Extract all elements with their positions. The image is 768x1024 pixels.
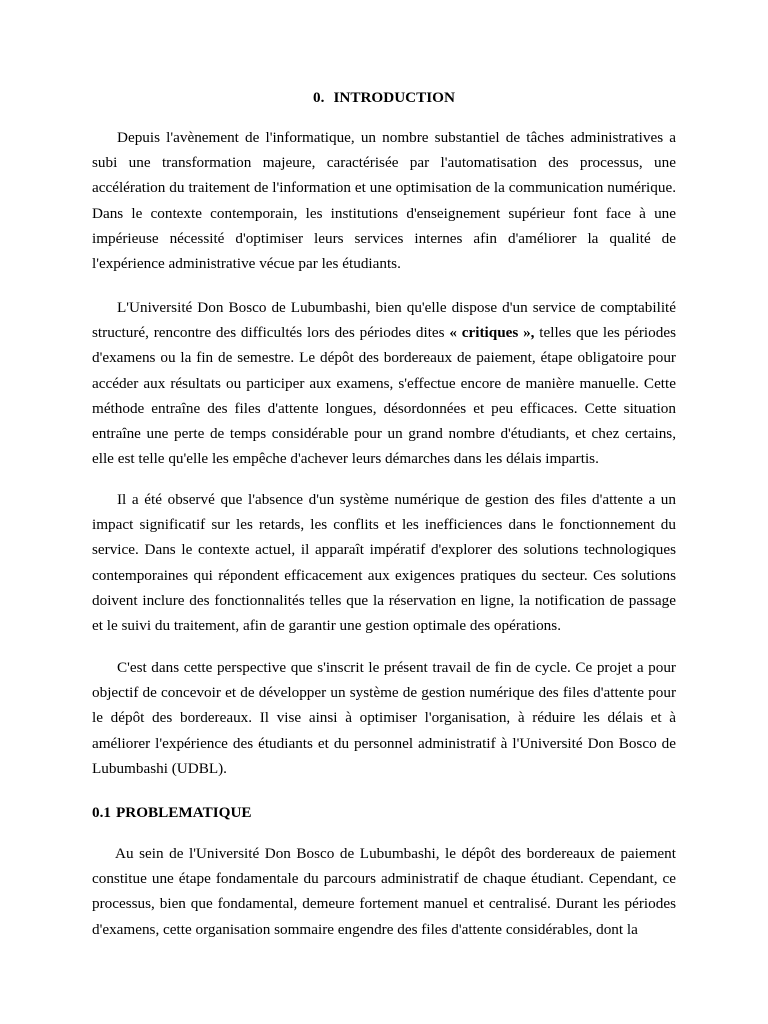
- problematique-number: 0.1: [92, 804, 111, 821]
- paragraph-2-text-before: L'Université Don Bosco de Lubumbashi, bien qu'elle dispose d'un service de comptabilité structuré, rencontre des difficultés lors des périodes dites: [92, 299, 676, 342]
- introduction-paragraph-3: Il a été observé que l'absence d'un système numérique de gestion des files d'attente a un impact significatif sur les retards, les conflits et les inefficiences dans le fonctionnement du service. Dans le contexte actuel, il apparaît impératif d'explorer des solutions technologiques contemporaines qui répondent efficacement aux exigences pratiques du secteur. Ces solutions doivent inclure des fonctionnalités telles que la réservation en ligne, la notification de passage et le suivi du traitement, afin de garantir une gestion optimale des opérations.: [92, 491, 676, 635]
- problematique-heading: [92, 800, 252, 825]
- problematique-paragraph-1: Au sein de l'Université Don Bosco de Lubumbashi, le dépôt des bordereaux de paiement constitue une étape fondamentale du parcours administratif de chaque étudiant. Cependant, ce processus, bien que fondamental, demeure fortement manuel et centralisé. Durant les périodes d'examens, cette organisation sommaire engendre des files d'attente considérables, dont la: [92, 845, 676, 938]
- problematique-title: PROBLEMATIQUE: [115, 804, 252, 821]
- introduction-number: 0.: [313, 89, 325, 106]
- introduction-paragraph-4: C'est dans cette perspective que s'inscrit le présent travail de fin de cycle. Ce projet a pour objectif de concevoir et de développer un système de gestion numérique des files d'attente pour le dépôt des bordereaux. Il vise ainsi à optimiser l'organisation, à réduire les délais et à améliorer l'expérience des étudiants et du personnel administratif à l'Université Don Bosco de Lubumbashi (UDBL).: [92, 659, 676, 777]
- introduction-paragraph-1: Depuis l'avènement de l'informatique, un nombre substantiel de tâches administratives a subi une transformation majeure, caractérisée par l'automatisation des processus, une accélération du traitement de l'information et une optimisation de la communication numérique. Dans le contexte contemporain, les institutions d'enseignement supérieur font face à une impérieuse nécessité d'optimiser leurs services internes afin d'améliorer la qualité de l'expérience administrative vécue par les étudiants.: [92, 129, 676, 273]
- critiques-emphasis: « critiques »,: [449, 324, 535, 342]
- introduction-title: INTRODUCTION: [333, 89, 455, 106]
- paragraph-2-text-after: telles que les périodes d'examens ou la fin de semestre. Le dépôt des bordereaux de paiement, étape obligatoire pour accéder aux résultats ou participer aux examens, s'effectue encore de manière manuelle. Cette méthode entraîne des files d'attente longues, désordonnées et peu efficaces. Cette situation entraîne une perte de temps considérable pour un grand nombre d'étudiants, et chez certains, elle est telle qu'elle les empêche d'achever leurs démarches dans les délais impartis.: [92, 324, 676, 468]
- introduction-paragraph-2: [92, 295, 676, 471]
- introduction-heading: [0, 85, 768, 110]
